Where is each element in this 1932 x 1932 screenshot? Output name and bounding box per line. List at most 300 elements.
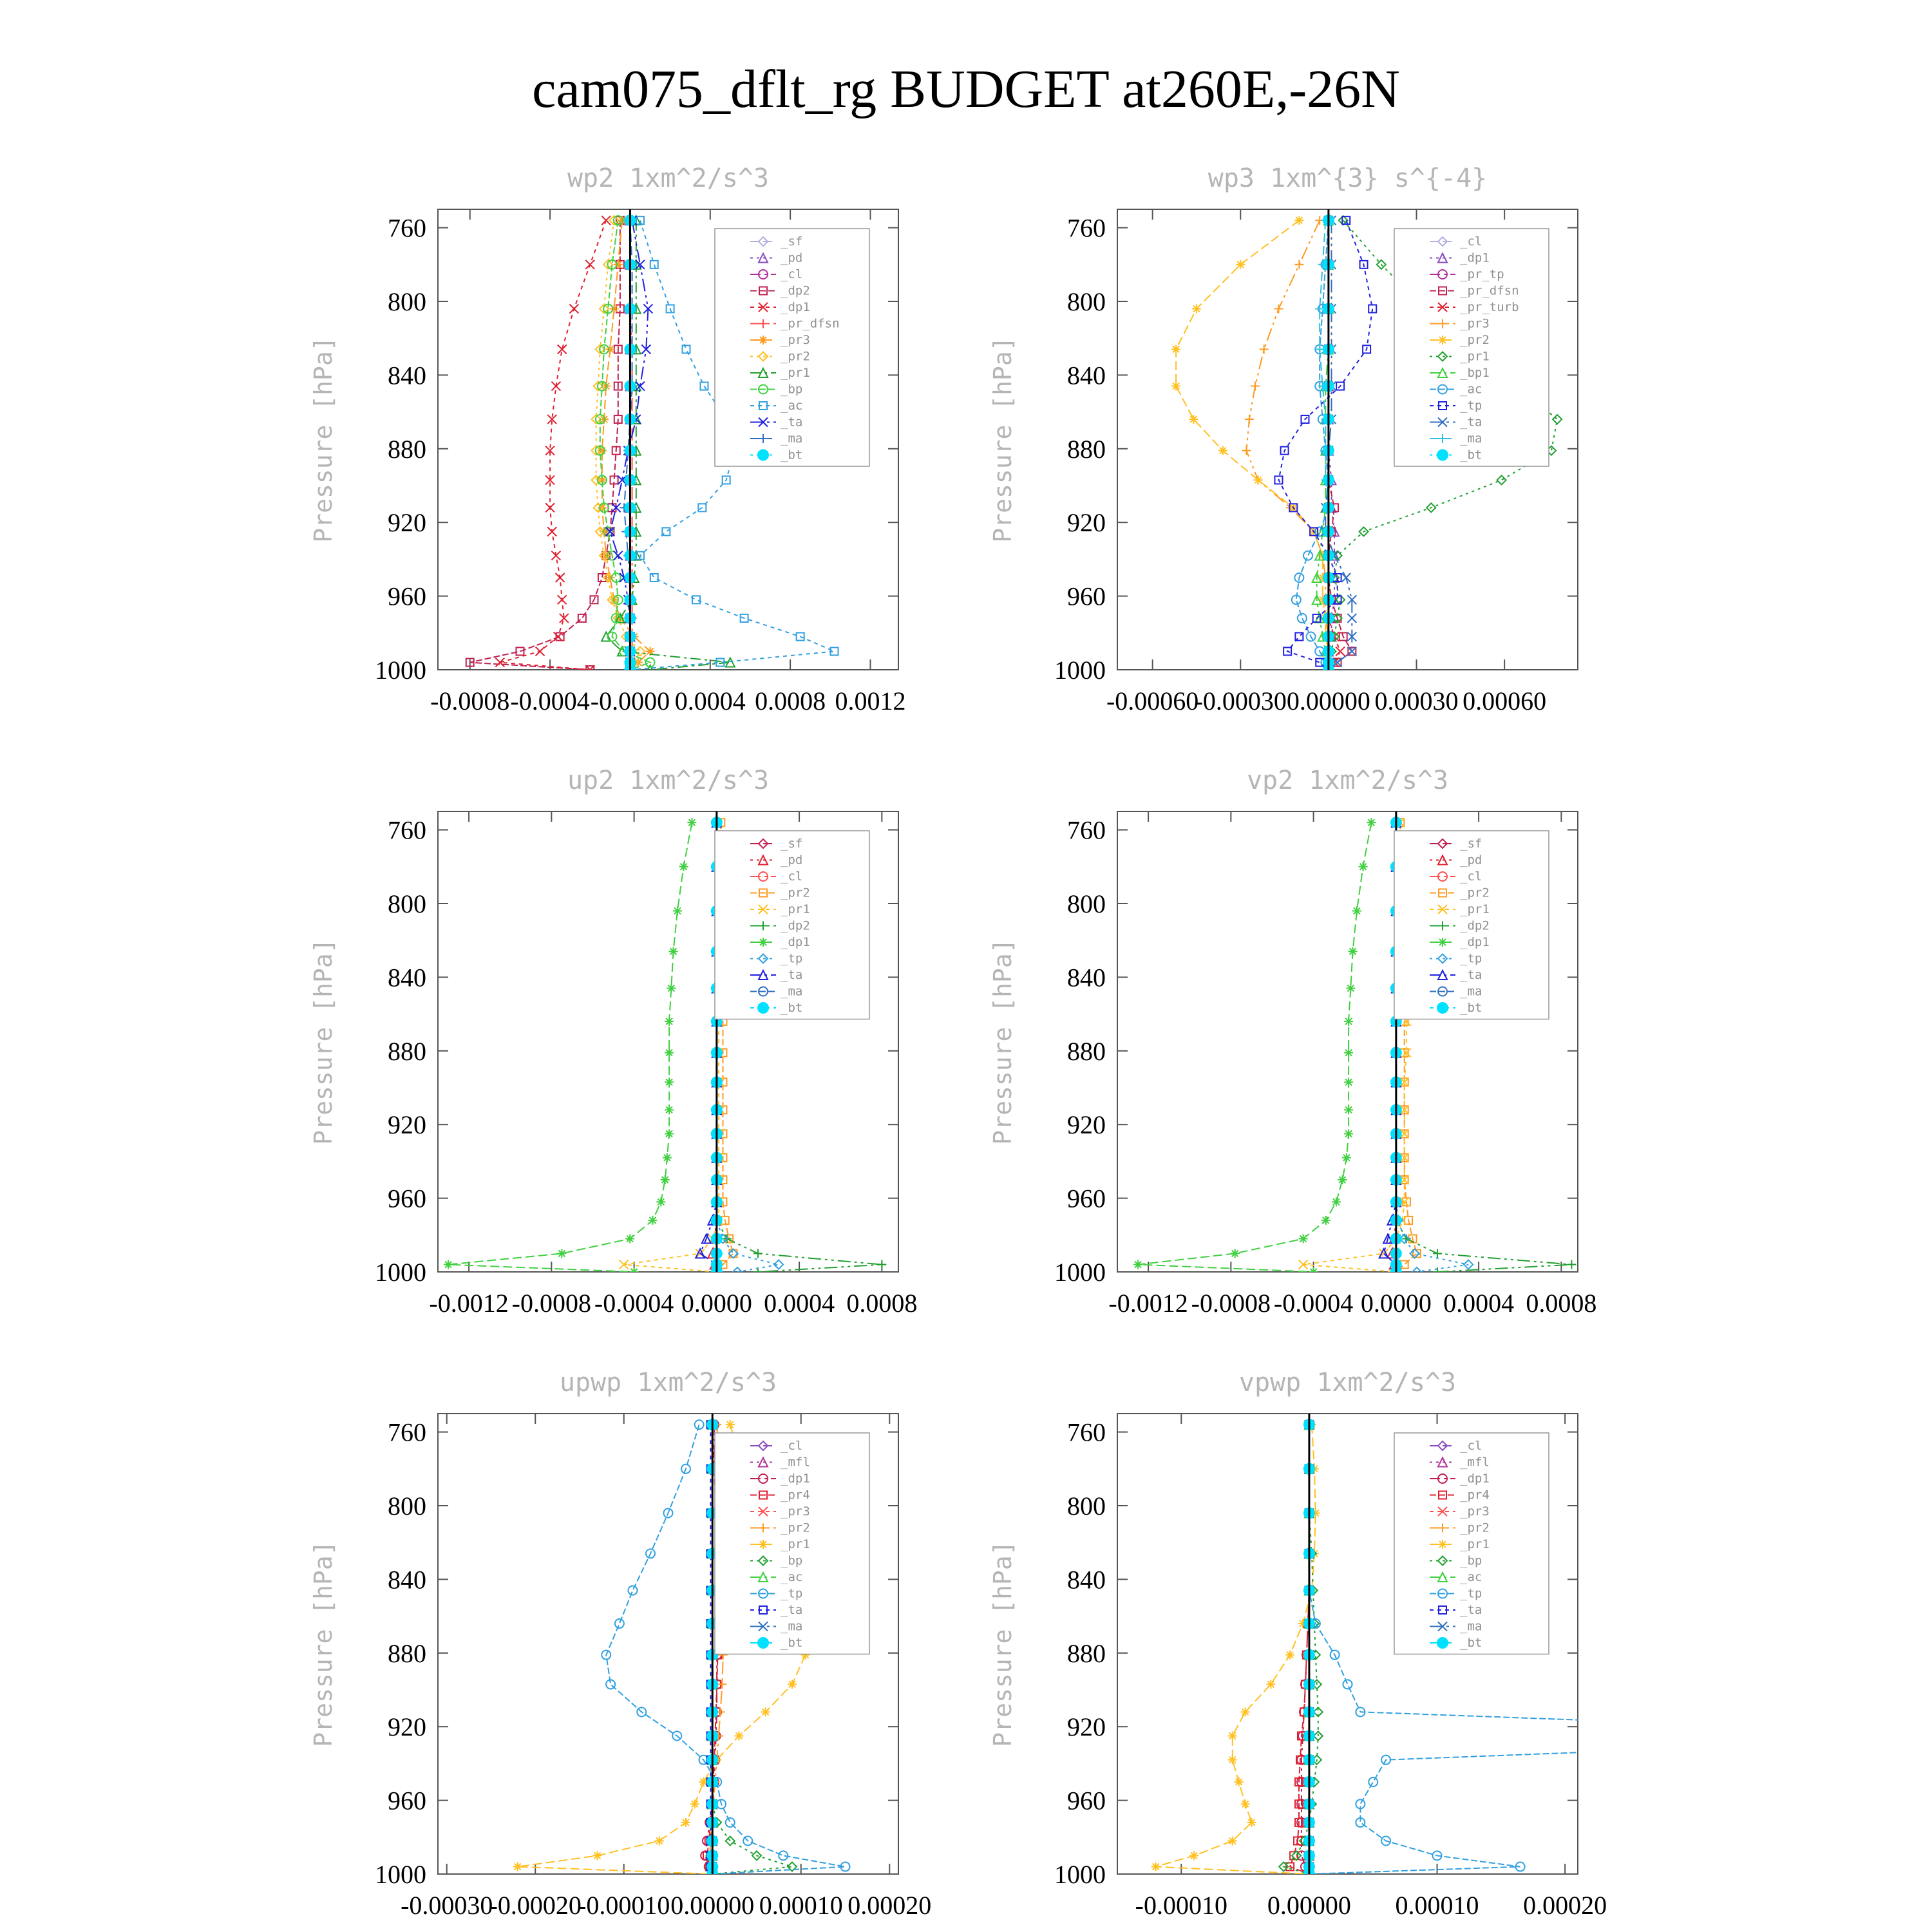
data-point <box>673 906 682 915</box>
x-tick-label: 0.0000 <box>1360 1289 1432 1318</box>
data-point <box>655 1837 664 1846</box>
data-point <box>1189 1851 1198 1860</box>
data-point <box>1242 446 1251 455</box>
legend-label: _pr2 <box>781 349 810 364</box>
legend-label: _pr_tp <box>1460 267 1504 281</box>
legend-label: _pr3 <box>781 1504 810 1519</box>
x-tick-label: 0.0008 <box>755 687 826 715</box>
data-point <box>1133 1260 1142 1269</box>
data-point <box>547 527 556 536</box>
legend-marker <box>1438 1540 1447 1549</box>
legend-label: _bt <box>1460 1001 1482 1015</box>
series-line <box>1176 220 1329 670</box>
x-tick-label: -0.0000 <box>590 687 670 715</box>
data-point <box>665 1077 674 1086</box>
legend-label: _mfl <box>781 1455 810 1470</box>
data-point <box>1303 551 1312 560</box>
y-tick-label: 920 <box>388 508 426 538</box>
legend-label: _ta <box>1460 1603 1482 1617</box>
data-point <box>788 1680 797 1689</box>
legend-label: _cl <box>1460 869 1482 884</box>
y-tick-label: 800 <box>388 1492 426 1520</box>
y-tick-label: 800 <box>388 287 426 316</box>
x-tick-label: 0.00020 <box>848 1891 932 1920</box>
y-axis-label: Pressure [hPa] <box>989 938 1017 1145</box>
legend-label: _tp <box>781 951 803 966</box>
legend-label: _pr_dfsn <box>1460 283 1519 298</box>
data-point <box>669 947 678 956</box>
y-tick-label: 1000 <box>1054 1860 1106 1889</box>
data-point <box>1343 1680 1352 1689</box>
data-point <box>557 1249 566 1258</box>
legend-label: _dp1 <box>1460 1472 1490 1486</box>
legend-label: _pr4 <box>781 1488 810 1502</box>
panel-title: wp3 1xm^{3} s^{-4} <box>1208 164 1488 193</box>
panel-4 <box>989 766 1596 1318</box>
data-point <box>585 260 594 269</box>
y-tick-label: 760 <box>1067 1417 1106 1447</box>
legend <box>715 1433 869 1654</box>
x-tick-label: 0.00000 <box>670 1891 755 1920</box>
data-point <box>598 446 607 455</box>
data-point <box>1553 415 1562 424</box>
legend-label: _ma <box>781 984 803 999</box>
data-point <box>1497 475 1506 484</box>
x-tick-label: -0.0008 <box>511 1289 592 1318</box>
x-tick-label: 0.0008 <box>1526 1289 1597 1318</box>
y-tick-label: 760 <box>388 1417 426 1447</box>
y-tick-label: 1000 <box>1054 656 1106 685</box>
data-point <box>1294 216 1303 225</box>
legend-label: _sf <box>1460 837 1482 851</box>
data-point <box>650 574 658 582</box>
data-point <box>1347 614 1356 623</box>
legend-label: _ta <box>1460 415 1482 430</box>
legend-label: _pd <box>1460 853 1482 867</box>
legend-marker <box>1437 1638 1448 1648</box>
legend-label: _ac <box>1460 1570 1482 1584</box>
data-point <box>1332 1197 1341 1206</box>
x-tick-label: 0.00010 <box>759 1891 843 1920</box>
y-tick-label: 880 <box>1067 1036 1106 1066</box>
data-point <box>614 551 623 560</box>
y-tick-label: 800 <box>1067 1492 1106 1520</box>
data-point <box>1567 1260 1576 1269</box>
legend-label: _bt <box>1460 448 1482 462</box>
legend-label: _pr4 <box>1460 1488 1490 1502</box>
data-point <box>650 261 658 269</box>
legend-label: _ma <box>781 431 803 446</box>
y-tick-label: 960 <box>388 582 426 611</box>
x-tick-label: -0.0004 <box>594 1289 674 1318</box>
data-point <box>1266 1680 1275 1689</box>
legend-label: _pr_dfsn <box>781 316 840 331</box>
data-point <box>1245 415 1254 424</box>
data-point <box>761 1707 770 1716</box>
data-point <box>625 1235 634 1244</box>
y-tick-label: 840 <box>388 963 426 992</box>
legend-label: _pr1 <box>1460 349 1490 364</box>
series-pr1 <box>1151 1420 1320 1879</box>
data-point <box>687 818 696 827</box>
legend-marker <box>758 450 768 460</box>
y-tick-label: 880 <box>1067 1638 1106 1668</box>
data-point <box>1228 1837 1237 1846</box>
legend-label: _bt <box>781 1636 803 1650</box>
data-point <box>495 658 504 667</box>
y-tick-label: 840 <box>1067 963 1106 992</box>
y-axis-label: Pressure [hPa] <box>989 336 1017 543</box>
legend-marker <box>1438 336 1447 345</box>
series-dp1 <box>495 216 611 674</box>
data-point <box>556 573 565 582</box>
legend-label: _pr1 <box>1460 902 1490 916</box>
series-dp1 <box>1297 1420 1314 1879</box>
legend-label: _bp <box>781 1553 803 1568</box>
series-line <box>1156 1425 1316 1874</box>
data-point <box>1433 1249 1442 1258</box>
data-point <box>1359 862 1368 871</box>
legend-label: _ac <box>781 1570 803 1584</box>
panel-5 <box>309 1368 931 1920</box>
data-point <box>554 632 563 641</box>
data-point <box>665 1048 674 1057</box>
legend-label: _tp <box>1460 399 1482 413</box>
data-point <box>1336 647 1345 656</box>
legend-marker <box>1438 938 1447 947</box>
data-point <box>1346 984 1355 993</box>
legend-label: _tp <box>1460 951 1482 966</box>
legend-label: _pr_turb <box>1460 300 1519 314</box>
y-tick-label: 880 <box>388 434 426 464</box>
page-title: cam075_dflt_rg BUDGET at260E,-26N <box>532 59 1400 119</box>
y-tick-label: 840 <box>1067 361 1106 390</box>
y-tick-label: 760 <box>1067 815 1106 845</box>
data-point <box>877 1260 886 1269</box>
legend-label: _ma <box>1460 984 1482 999</box>
legend-label: _ta <box>1460 968 1482 982</box>
legend-label: _pr2 <box>1460 333 1490 347</box>
data-point <box>1367 818 1376 827</box>
data-point <box>1241 1707 1250 1716</box>
y-tick-label: 1000 <box>375 1258 426 1287</box>
x-tick-label: 0.0004 <box>764 1289 835 1318</box>
legend-label: _cl <box>781 267 803 281</box>
legend-label: _pr1 <box>1460 1537 1490 1551</box>
y-tick-label: 920 <box>388 1712 426 1742</box>
data-point <box>1251 382 1260 391</box>
legend-marker <box>1437 450 1448 460</box>
y-tick-label: 760 <box>388 213 426 243</box>
x-tick-label: -0.0012 <box>1108 1289 1188 1318</box>
legend-marker <box>1437 1003 1448 1013</box>
x-tick-label: -0.00010 <box>1135 1891 1227 1920</box>
data-point <box>1236 260 1245 269</box>
data-point <box>513 1862 522 1871</box>
data-point <box>753 1249 762 1258</box>
data-point <box>1344 1105 1353 1114</box>
x-tick-label: 0.00020 <box>1523 1891 1607 1920</box>
series-pr2 <box>1171 216 1333 674</box>
y-tick-label: 1000 <box>1054 1258 1106 1287</box>
legend-label: _dp2 <box>781 918 810 933</box>
y-tick-label: 840 <box>388 1565 426 1595</box>
y-tick-label: 920 <box>1067 508 1106 538</box>
data-point <box>726 1818 735 1827</box>
data-point <box>665 1105 674 1114</box>
legend <box>1394 229 1549 466</box>
data-point <box>1344 1048 1353 1057</box>
y-tick-label: 960 <box>1067 1184 1106 1213</box>
y-axis-label: Pressure [hPa] <box>309 938 337 1145</box>
legend-label: _dp1 <box>781 1472 810 1486</box>
y-axis-label: Pressure [hPa] <box>309 1540 337 1747</box>
data-point <box>1341 573 1350 582</box>
data-point <box>726 1420 735 1429</box>
y-tick-label: 960 <box>388 1184 426 1213</box>
data-point <box>1231 1249 1240 1258</box>
data-point <box>630 1267 639 1276</box>
data-point <box>636 647 645 656</box>
data-point <box>1189 415 1198 424</box>
y-tick-label: 800 <box>1067 287 1106 316</box>
data-point <box>545 503 554 512</box>
data-point <box>667 984 676 993</box>
legend <box>715 831 869 1019</box>
legend-label: _ac <box>781 399 803 413</box>
legend-label: _bt <box>781 1001 803 1015</box>
legend-label: _dp2 <box>1460 918 1490 933</box>
data-point <box>665 1130 674 1139</box>
data-point <box>665 1017 674 1026</box>
y-tick-label: 960 <box>1067 582 1106 611</box>
x-tick-label: -0.00030 <box>1194 687 1287 715</box>
data-point <box>1294 260 1303 269</box>
x-tick-label: -0.0012 <box>429 1289 509 1318</box>
legend-label: _ma <box>1460 1619 1482 1634</box>
legend-marker <box>758 1638 768 1648</box>
y-tick-label: 800 <box>1067 889 1106 918</box>
legend-label: _cl <box>781 1439 803 1453</box>
panel-title: wp2 1xm^2/s^3 <box>567 164 770 193</box>
data-point <box>717 1680 726 1689</box>
legend-marker <box>759 336 768 345</box>
legend-label: _dp1 <box>1460 251 1490 265</box>
x-tick-label: -0.0004 <box>1273 1289 1354 1318</box>
y-tick-label: 840 <box>388 361 426 390</box>
data-point <box>615 1619 624 1628</box>
data-point <box>444 1260 453 1269</box>
legend-label: _pr3 <box>1460 1504 1490 1519</box>
x-tick-label: 0.0012 <box>835 687 906 715</box>
series-dp1 <box>1133 818 1376 1276</box>
data-point <box>1433 1267 1442 1276</box>
y-tick-label: 800 <box>388 889 426 918</box>
legend-marker <box>759 1540 768 1549</box>
data-point <box>648 1216 657 1225</box>
data-point <box>1228 1756 1237 1765</box>
panel-title: up2 1xm^2/s^3 <box>567 766 770 795</box>
series-bp <box>596 216 655 674</box>
data-point <box>695 1420 704 1429</box>
data-point <box>1352 906 1361 915</box>
data-point <box>1338 1175 1347 1184</box>
data-point <box>656 1197 665 1206</box>
legend-label: _sf <box>781 234 803 249</box>
legend <box>715 229 869 466</box>
x-tick-label: -0.00030 <box>401 1891 493 1920</box>
y-tick-label: 760 <box>1067 213 1106 243</box>
legend-label: _ta <box>781 415 803 430</box>
legend-label: _pr1 <box>781 366 810 380</box>
data-point <box>1171 382 1180 391</box>
data-point <box>1218 446 1227 455</box>
data-point <box>1349 947 1358 956</box>
y-tick-label: 880 <box>388 1638 426 1668</box>
x-tick-label: -0.00060 <box>1106 687 1199 715</box>
legend-label: _mfl <box>1460 1455 1490 1470</box>
data-point <box>1299 1235 1308 1244</box>
legend-label: _bp <box>1460 1553 1482 1568</box>
panel-6 <box>989 1368 1932 1920</box>
data-point <box>536 647 545 656</box>
x-tick-label: 0.00000 <box>1267 1891 1351 1920</box>
data-point <box>692 596 700 603</box>
x-tick-label: 0.0004 <box>1443 1289 1515 1318</box>
x-tick-label: -0.0008 <box>1191 1289 1271 1318</box>
x-tick-label: -0.00020 <box>489 1891 582 1920</box>
x-tick-label: 0.0004 <box>674 687 746 715</box>
data-point <box>1344 1130 1353 1139</box>
y-tick-label: 960 <box>388 1786 426 1815</box>
legend-label: _tp <box>781 1586 803 1601</box>
x-tick-label: 0.00030 <box>1374 687 1459 715</box>
data-point <box>1321 1216 1331 1225</box>
data-point <box>1298 614 1307 623</box>
data-point <box>679 862 688 871</box>
legend-label: _ta <box>781 968 803 982</box>
legend-label: _cl <box>781 869 803 884</box>
data-point <box>1309 1267 1318 1276</box>
legend-label: _ma <box>781 1619 803 1634</box>
legend-label: _sf <box>781 837 803 851</box>
data-point <box>1254 475 1263 484</box>
data-point <box>1260 345 1269 354</box>
y-axis-label: Pressure [hPa] <box>989 1540 1017 1747</box>
legend-label: _cl <box>1460 234 1482 249</box>
data-point <box>1344 1017 1353 1026</box>
x-tick-label: 0.00010 <box>1395 1891 1479 1920</box>
y-tick-label: 1000 <box>375 1860 426 1889</box>
x-tick-label: 0.00000 <box>1286 687 1370 715</box>
panel-title: vpwp 1xm^2/s^3 <box>1238 1368 1457 1397</box>
legend-label: _dp1 <box>781 935 810 949</box>
y-tick-label: 880 <box>388 1036 426 1066</box>
legend-label: _pr2 <box>781 886 810 900</box>
panel-3 <box>309 766 917 1318</box>
x-tick-label: -0.00010 <box>578 1891 670 1920</box>
x-tick-label: -0.0004 <box>510 687 590 715</box>
data-point <box>661 1175 670 1184</box>
y-tick-label: 920 <box>1067 1110 1106 1140</box>
legend-label: _bt <box>1460 1636 1482 1650</box>
legend-label: _dp1 <box>781 300 810 314</box>
data-point <box>569 304 578 313</box>
legend-label: _bp1 <box>1460 366 1490 380</box>
data-point <box>593 1851 602 1860</box>
data-point <box>735 1732 744 1741</box>
data-point <box>1344 1077 1353 1086</box>
data-point <box>682 345 690 353</box>
series-dp1 <box>444 818 696 1276</box>
y-tick-label: 920 <box>388 1110 426 1140</box>
y-tick-label: 920 <box>1067 1712 1106 1742</box>
data-point <box>1285 1651 1294 1660</box>
data-point <box>629 1586 638 1595</box>
data-point <box>663 1153 672 1162</box>
data-point <box>1192 304 1201 313</box>
data-point <box>1235 1777 1244 1786</box>
data-point <box>1342 1153 1351 1162</box>
legend-label: _pr2 <box>1460 1520 1490 1535</box>
data-point <box>1368 1777 1378 1786</box>
legend-label: _ta <box>781 1603 803 1617</box>
x-tick-label: 0.00060 <box>1463 687 1547 715</box>
x-tick-label: 0.0008 <box>846 1289 918 1318</box>
legend-marker <box>758 1003 768 1013</box>
panel-2 <box>989 164 1578 715</box>
legend-label: _pd <box>781 251 803 265</box>
legend-label: _pr1 <box>781 1537 810 1551</box>
legend-label: _bp <box>781 382 803 397</box>
series-ta <box>1321 216 1356 674</box>
y-tick-label: 1000 <box>375 656 426 685</box>
legend-label: _ac <box>1460 382 1482 397</box>
data-point <box>690 1799 699 1808</box>
legend-label: _cl <box>1460 1439 1482 1453</box>
legend-label: _bt <box>781 448 803 462</box>
data-point <box>1228 1732 1237 1741</box>
y-tick-label: 760 <box>388 815 426 845</box>
legend-label: _pd <box>781 853 803 867</box>
y-axis-label: Pressure [hPa] <box>309 336 337 543</box>
x-tick-label: 0.0000 <box>681 1289 752 1318</box>
series-line <box>624 822 719 1272</box>
legend-label: _pr2 <box>1460 886 1490 900</box>
y-tick-label: 960 <box>1067 1786 1106 1815</box>
legend-label: _dp1 <box>1460 935 1490 949</box>
legend-label: _ma <box>1460 431 1482 446</box>
series-line <box>448 822 692 1272</box>
y-tick-label: 880 <box>1067 434 1106 464</box>
legend <box>1394 1433 1549 1654</box>
x-tick-label: -0.0008 <box>430 687 510 715</box>
data-point <box>1171 345 1180 354</box>
y-tick-label: 840 <box>1067 1565 1106 1595</box>
panel-title: upwp 1xm^2/s^3 <box>559 1368 777 1397</box>
legend-label: _tp <box>1460 1586 1482 1601</box>
panel-title: vp2 1xm^2/s^3 <box>1246 766 1449 795</box>
data-point <box>1247 1818 1256 1827</box>
data-point <box>1274 304 1283 313</box>
legend-label: _pr3 <box>781 333 810 347</box>
legend <box>1394 831 1549 1019</box>
legend-label: _pr3 <box>1460 316 1490 331</box>
panel-1 <box>309 164 905 715</box>
legend-label: _pr1 <box>781 902 810 916</box>
data-point <box>558 595 567 604</box>
series-pr1 <box>620 818 723 1276</box>
